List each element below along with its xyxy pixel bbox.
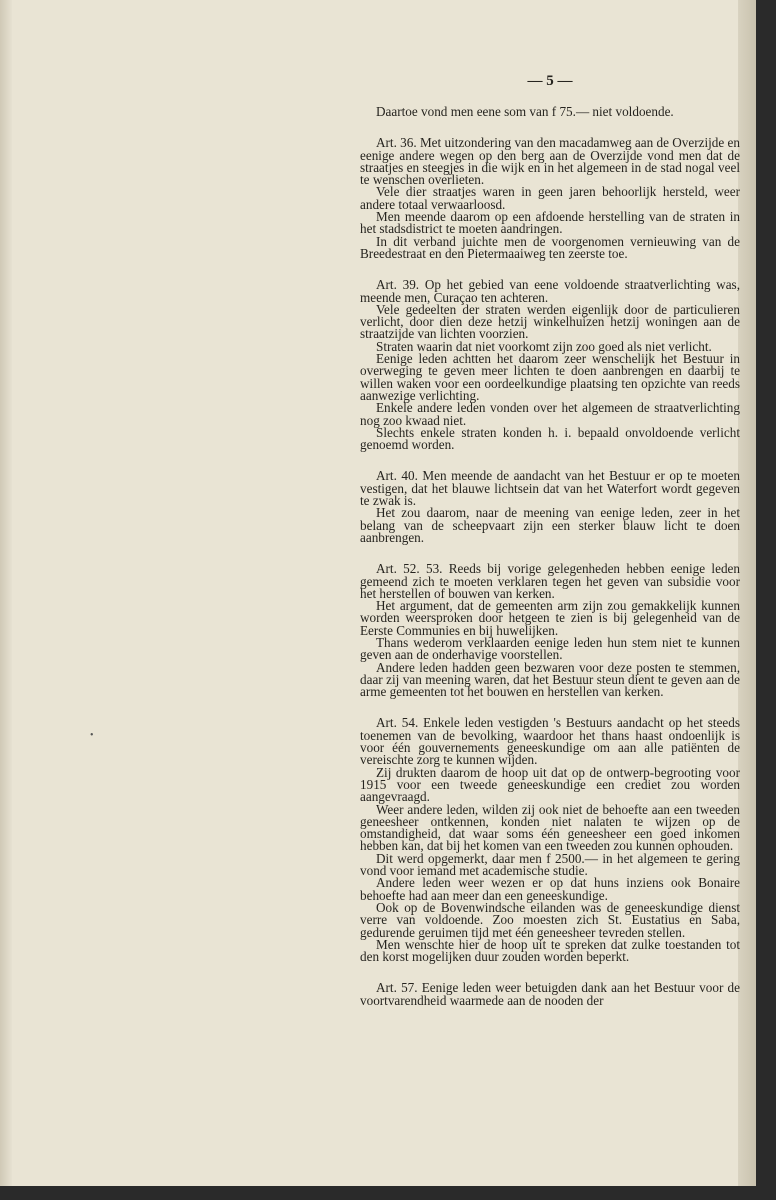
- article-block: [360, 279, 740, 451]
- article-block: [360, 106, 740, 118]
- article-paragraph: Daartoe vond men eene som van f 75.— niet voldoende.: [376, 104, 674, 119]
- article-block: [360, 982, 740, 1007]
- article-paragraph: Thans wederom verklaarden eenige leden hun stem niet te kunnen geven aan de onderhavige voorstellen.: [360, 634, 740, 663]
- article-paragraph: Het zou daarom, naar de meening van eenige leden, zeer in het belang van de scheepvaart zijn een sterker blauw licht te doen aanbrengen.: [360, 505, 740, 545]
- article-paragraph: Weer andere leden, wilden zij ook niet de behoefte aan een tweeden geneesheer ontkennen, konden niet nalaten te wijzen op de omstandigheid, dat waar soms één geneesheer een goed inkomen hebben kan, dat bij het komen van een tweeden zou kunnen ophouden.: [360, 801, 740, 854]
- article-paragraph: Enkele andere leden vonden over het algemeen de straatverlichting nog zoo kwaad niet.: [360, 400, 740, 428]
- ink-speck: •: [90, 730, 94, 741]
- article-paragraph: Eenige leden achtten het daarom zeer wenschelijk het Bestuur in overweging te geven meer lichten te doen aanbrengen en daarbij te willen waken voor een oordeelkundige plaatsing ten opzichte van reeds aanwezige verlichting.: [360, 351, 740, 403]
- article-block: [360, 137, 740, 260]
- article-block: [360, 717, 740, 963]
- article-paragraph: Andere leden hadden geen bezwaren voor deze posten te stemmen, daar zij van meening waren, dat het Bestuur steun dient te geven aan de arme gemeenten tot het bouwen en herstellen van kerken.: [360, 659, 740, 700]
- article-paragraph: Ook op de Bovenwindsche eilanden was de geneeskundige dienst verre van voldoende. Zoo moesten zich St. Eustatius en Saba, gedurende geruimen tijd met één geneesheer tevreden stellen.: [360, 899, 740, 940]
- article-block: [360, 563, 740, 698]
- article-paragraph: Art. 39. Op het gebied van eene voldoende straatverlichting was, meende men, Curaçao ten achteren.: [360, 277, 740, 305]
- article-paragraph: Dit werd opgemerkt, daar men f 2500.— in het algemeen te gering vond voor iemand met academische studie.: [360, 850, 740, 879]
- article-paragraph: Art. 36. Met uitzondering van den macadamweg aan de Overzijde en eenige andere wegen op den berg aan de Overzijde vond men dat de straatjes en steegjes in die wijk en in het algemeen in de stad nogal veel te wenschen overlieten.: [360, 135, 740, 188]
- article-paragraph: Men meende daarom op een afdoende herstelling van de straten in het stadsdistrict te moeten aandringen.: [360, 209, 740, 237]
- article-paragraph: Slechts enkele straten konden h. i. bepaald onvoldoende verlicht genoemd worden.: [360, 424, 740, 453]
- page-gutter-left: [0, 0, 12, 1186]
- article-paragraph: Zij drukten daarom de hoop uit dat op de ontwerp-begrooting voor 1915 voor een tweede geneeskundige een crediet zou worden aangevraagd.: [360, 764, 740, 805]
- article-paragraph: Het argument, dat de gemeenten arm zijn zou gemakkelijk kunnen worden weersproken door hetgeen te zien is bij gelegenheid van de Eerste Communies en bij huwelijken.: [360, 598, 740, 638]
- article-paragraph: Vele dier straatjes waren in geen jaren behoorlijk hersteld, weer andere totaal verwaarloosd.: [360, 184, 740, 212]
- article-paragraph: Art. 57. Eenige leden weer betuigden dank aan het Bestuur voor de voortvarendheid waarmede aan de nooden der: [360, 980, 740, 1008]
- article-paragraph: Art. 54. Enkele leden vestigden 's Bestuurs aandacht op het steeds toenemen van de bevolking, waardoor het thans haast ondoenlijk is voor één gouvernements geneeskundige om aan alle patiënten de vereischte zorg te kunnen wijden.: [360, 715, 740, 768]
- page-text-column: [360, 72, 740, 1026]
- article-paragraph: Straten waarin dat niet voorkomt zijn zoo goed als niet verlicht.: [376, 338, 712, 354]
- article-paragraph: Men wenschte hier de hoop uit te spreken dat zulke toestanden tot den korst mogelijken duur zouden worden beperkt.: [360, 936, 740, 965]
- article-paragraph: In dit verband juichte men de voorgenomen vernieuwing van de Breedestraat en den Pietermaaiweg ten zeerste toe.: [360, 233, 740, 261]
- page-edge-right: [738, 0, 756, 1186]
- article-paragraph: Art. 40. Men meende de aandacht van het Bestuur er op te moeten vestigen, dat het blauwe lichtsein dat van het Waterfort wordt gegeven te zwak is.: [360, 468, 740, 509]
- article-block: [360, 470, 740, 544]
- page-number: — 5 —: [527, 73, 573, 89]
- articles-container: [360, 106, 740, 1007]
- article-paragraph: Vele gedeelten der straten werden eigenlijk door de particulieren verlicht, door dien deze hetzij winkelhuizen hetzij woningen aan de straatzijde van lichten voorzien.: [360, 301, 740, 342]
- article-paragraph: Art. 52. 53. Reeds bij vorige gelegenheden hebben eenige leden gemeend zich te moeten verklaren tegen het geven van subsidie voor het herstellen of bouwen van kerken.: [360, 561, 740, 601]
- article-paragraph: Andere leden weer wezen er op dat huns inziens ook Bonaire behoefte had aan meer dan een geneeskundige.: [360, 875, 740, 903]
